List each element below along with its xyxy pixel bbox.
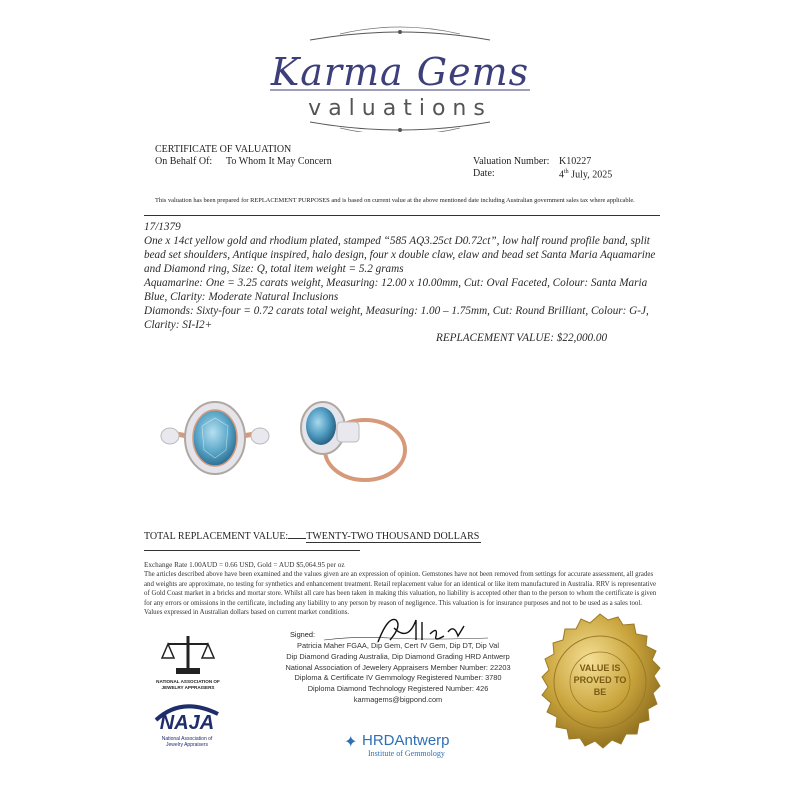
item-line-ring: One x 14ct yellow gold and rhodium plated, stamped “585 AQ3.25ct D0.72ct”, low half round profile band, split bead set shoulders, Antique inspired, halo design, four x double claw, elaw and bead set Santa Maria Aquamarine and Diamond ring, Size: Q, total item weight = 5.2 grams: [144, 235, 656, 275]
behalf-label: On Behalf Of:: [155, 156, 213, 167]
replacement-value: REPLACEMENT VALUE: $22,000.00: [436, 332, 608, 344]
date-day: 4: [559, 169, 564, 181]
item-line-diamonds: Diamonds: Sixty-four = 0.72 carats total weight, Measuring: 1.00 – 1.75mm, Cut: Round Brilliant, Colour: G-J, Clarity: SI-I2+: [144, 305, 649, 331]
email-line: karmagems@bigpond.com: [353, 694, 443, 704]
credential-line: Diploma & Certificate IV Gemmology Registered Number: 3780: [294, 673, 502, 683]
exchange-rate: Exchange Rate 1.00AUD = 0.66 USD, Gold = AUD $5,064.95 per oz: [144, 561, 345, 569]
bottom-text-block: [144, 561, 660, 618]
hrd-star-icon: ✦: [344, 734, 358, 751]
date-value: [559, 166, 612, 181]
certificate-heading: CERTIFICATE OF VALUATION: [155, 144, 292, 155]
item-description: [144, 220, 664, 332]
date-rest: July, 2025: [568, 169, 613, 181]
seal-line-1: VALUE IS: [579, 663, 621, 673]
company-logo: [250, 22, 550, 132]
date-suffix: th: [564, 169, 569, 175]
item-ref: 17/1379: [144, 221, 181, 233]
signature-credentials: [268, 641, 528, 706]
ring-front-photo: [160, 392, 270, 488]
credential-line: Diploma Diamond Technology Registered Number: 426: [307, 684, 489, 694]
total-label: TOTAL REPLACEMENT VALUE:: [144, 531, 289, 542]
credential-line: Dip Diamond Grading Australia, Dip Diamond Grading HRD Antwerp: [286, 651, 510, 661]
naja-top-caption: NATIONAL ASSOCIATION OF JEWELRY APPRAISERS: [156, 679, 220, 690]
naja-caption-2: Jewelry Appraisers: [166, 742, 208, 748]
naja-logo: [152, 700, 222, 752]
behalf-value: To Whom It May Concern: [226, 156, 332, 167]
logo-script-text: Karma Gems: [270, 50, 530, 94]
total-value: TWENTY-TWO THOUSAND DOLLARS: [306, 531, 480, 542]
credential-line: National Association of Jewelery Appraisers Member Number: 22203: [285, 662, 511, 672]
valuation-number-label: Valuation Number:: [473, 156, 550, 167]
valuation-number: K10227: [559, 156, 592, 167]
naja-word: NAJA: [159, 712, 215, 734]
scales-logo-icon: [160, 632, 216, 678]
item-line-aquamarine: Aquamarine: One = 3.25 carats weight, Measuring: 12.00 x 10.00mm, Cut: Oval Faceted, Colour: Santa Maria Blue, Clarity: Moderate Natural Inclusions: [144, 277, 648, 303]
purpose-note: This valuation has been prepared for REPLACEMENT PURPOSES and is based on current value at the above mentioned date including Australian government sales tax where applicable.: [155, 197, 635, 204]
header-divider: [144, 215, 660, 216]
ring-side-photo: [285, 392, 413, 488]
logo-sub-text: valuations: [308, 96, 492, 121]
seal-line-3: BE: [593, 687, 607, 697]
hrd-caption: Institute of Gemmology: [368, 749, 445, 758]
disclaimer: The articles described above have been examined and the values given are an expression of opinion. Gemstones have not been removed from settings for accurate assessment, all grades and weights are approximate, no testing for synthetics and enhancement treatment. Retail replacement value for an identical or like item manufactured in Australia. RRV is representative of Gold Coast market in a bricks and mortar store. Whilst all care has been taken in making this valuation, no liability is accepted other than to the person to whom the certificate is given for any errors or omissions in the certificate, including any liability to any person by reason of negligence. This valuation is for insurance purposes and not to be used as a sales tool. Values expressed in Australian dollars based on current market conditions.: [144, 571, 657, 617]
seal-center-text: [560, 662, 640, 698]
naja-caption-1: National Association of: [161, 736, 213, 742]
seal-line-2: PROVED TO: [573, 675, 627, 685]
credential-line: Patricia Maher FGAA, Dip Gem, Cert IV Gem, Dip DT, Dip Val: [297, 641, 499, 650]
signed-label: Signed:: [290, 630, 316, 639]
hrd-word: HRDAntwerp: [362, 732, 450, 749]
hrd-logo: [344, 732, 494, 762]
date-label: Date:: [473, 168, 495, 179]
total-row: [144, 531, 660, 555]
